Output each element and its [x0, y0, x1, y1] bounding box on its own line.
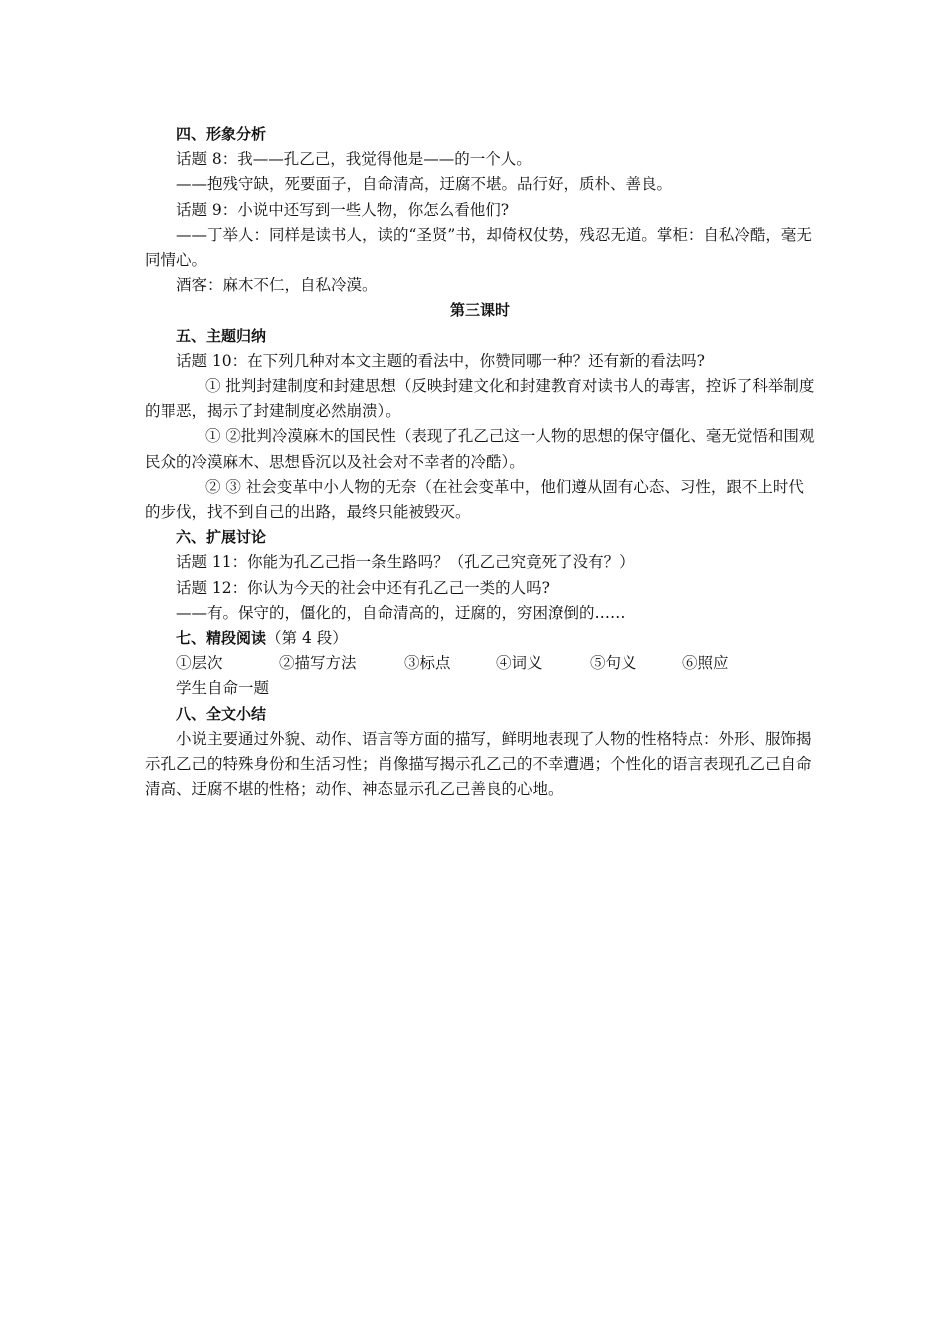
reading-options	[145, 651, 815, 676]
topic-10: 话题 10：在下列几种对本文主题的看法中，你赞同哪一种？还有新的看法吗?	[176, 351, 705, 370]
topic-8-answer: ——抱残守缺，死要面子，自命清高，迂腐不堪。品行好，质朴、善良。	[176, 175, 673, 194]
document-body	[145, 122, 815, 802]
option-description: ②描写方法	[279, 654, 357, 673]
summary-paragraph: 小说主要通过外貌、动作、语言等方面的描写，鲜明地表现了人物的性格特点：外形、服饰揭示孔乙己的特殊身份和生活习性；肖像描写揭示孔乙己的不幸遭遇；个性化的语言表现孔乙己自命清高、迂腐不堪的性格；动作、神态显示孔乙己善良的心地。	[145, 729, 812, 799]
option-punctuation: ③标点	[404, 654, 451, 673]
topic-12: 话题 12：你认为今天的社会中还有孔乙己一类的人吗?	[176, 578, 550, 597]
section-8-heading: 八、全文小结	[176, 704, 267, 723]
view-option-2: ① ②批判冷漠麻木的国民性（表现了孔乙己这一人物的思想的保守僵化、毫无觉悟和围观民众的冷漠麻木、思想昏沉以及社会对不幸者的冷酷）。	[145, 427, 815, 471]
student-question: 学生自命一题	[176, 679, 270, 698]
view-option-3: ② ③ 社会变革中小人物的无奈（在社会变革中，他们遵从固有心态、习性，跟不上时代的步伐，找不到自己的出路，最终只能被毁灭。	[145, 477, 804, 522]
option-sentence-meaning: ⑤句义	[590, 654, 637, 673]
section-7-heading-line	[145, 626, 815, 651]
topic-11: 话题 11：你能为孔乙己指一条生路吗？（孔乙己究竟死了没有？）	[176, 553, 635, 572]
topic-8: 话题 8：我——孔乙己，我觉得他是——的一个人。	[176, 150, 532, 169]
lesson-3-title: 第三课时	[449, 301, 510, 320]
section-4-heading: 四、形象分析	[176, 125, 267, 143]
section-7-note: （第 4 段）	[266, 629, 348, 648]
section-5-heading: 五、主题归纳	[176, 326, 267, 345]
section-7-heading: 七、精段阅读	[176, 629, 267, 648]
topic-9: 话题 9：小说中还写到一些人物，你怎么看他们?	[176, 200, 510, 219]
section-6-heading: 六、扩展讨论	[176, 528, 267, 547]
option-word-meaning: ④词义	[496, 654, 543, 673]
topic-9-answer-2: 酒客：麻木不仁，自私冷漠。	[176, 276, 378, 295]
topic-12-answer: ——有。保守的，僵化的，自命清高的，迂腐的，穷困潦倒的……	[176, 603, 626, 622]
view-option-1: ① 批判封建制度和封建思想（反映封建文化和封建教育对读书人的毒害，控诉了科举制度的罪恶，揭示了封建制度必然崩溃）。	[145, 377, 815, 421]
option-layers: ①层次	[176, 654, 223, 673]
option-echo: ⑥照应	[682, 654, 729, 673]
topic-9-answer: ——丁举人：同样是读书人，读的“圣贤”书，却倚权仗势，残忍无道。掌柜：自私冷酷，毫无同情心。	[145, 225, 812, 270]
